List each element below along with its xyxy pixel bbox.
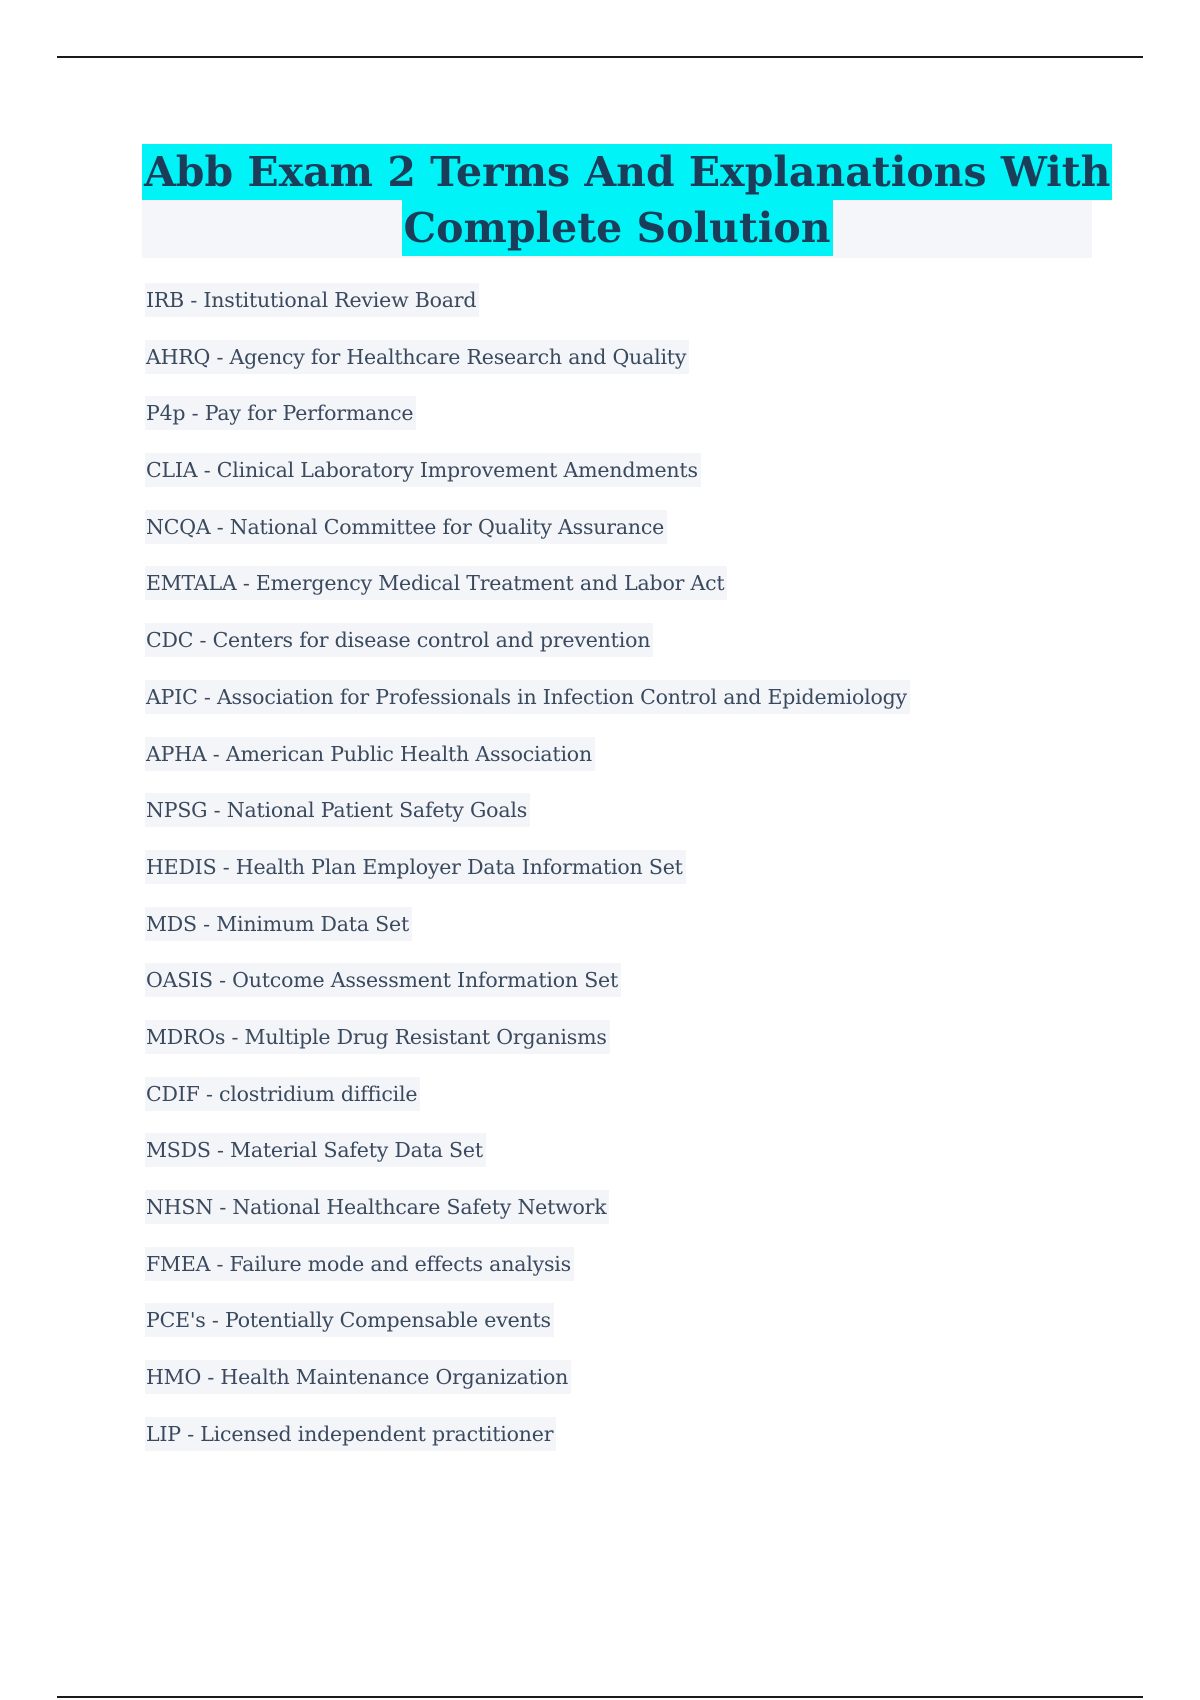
list-item xyxy=(145,1417,1105,1474)
header-rule xyxy=(57,56,1143,58)
term-text: NPSG - National Patient Safety Goals xyxy=(145,793,530,827)
term-text: HEDIS - Health Plan Employer Data Information Set xyxy=(145,850,686,884)
terms-list xyxy=(145,283,1105,1473)
list-item xyxy=(145,510,1105,567)
term-text: FMEA - Failure mode and effects analysis xyxy=(145,1247,574,1281)
list-item xyxy=(145,340,1105,397)
term-text: MSDS - Material Safety Data Set xyxy=(145,1133,486,1167)
list-item xyxy=(145,283,1105,340)
term-text: P4p - Pay for Performance xyxy=(145,396,416,430)
title-line-1: Abb Exam 2 Terms And Explanations With xyxy=(142,144,1112,200)
term-text: EMTALA - Emergency Medical Treatment and Labor Act xyxy=(145,566,727,600)
list-item xyxy=(145,623,1105,680)
list-item xyxy=(145,680,1105,737)
term-text: LIP - Licensed independent practitioner xyxy=(145,1417,556,1451)
term-text: CDIF - clostridium difficile xyxy=(145,1077,420,1111)
title-line-2: Complete Solution xyxy=(402,200,833,256)
term-text: HMO - Health Maintenance Organization xyxy=(145,1360,571,1394)
list-item xyxy=(145,1190,1105,1247)
list-item xyxy=(145,453,1105,510)
term-text: MDROs - Multiple Drug Resistant Organisms xyxy=(145,1020,610,1054)
term-text: IRB - Institutional Review Board xyxy=(145,283,479,317)
list-item xyxy=(145,850,1105,907)
term-text: CLIA - Clinical Laboratory Improvement Amendments xyxy=(145,453,701,487)
term-text: OASIS - Outcome Assessment Information Set xyxy=(145,963,621,997)
term-text: AHRQ - Agency for Healthcare Research and Quality xyxy=(145,340,689,374)
term-text: NCQA - National Committee for Quality Assurance xyxy=(145,510,667,544)
list-item xyxy=(145,793,1105,850)
term-text: APIC - Association for Professionals in Infection Control and Epidemiology xyxy=(145,680,910,714)
list-item xyxy=(145,1077,1105,1134)
list-item xyxy=(145,1133,1105,1190)
list-item xyxy=(145,1303,1105,1360)
list-item xyxy=(145,737,1105,794)
term-text: NHSN - National Healthcare Safety Network xyxy=(145,1190,609,1224)
page-title xyxy=(142,144,1111,258)
list-item xyxy=(145,1360,1105,1417)
term-text: MDS - Minimum Data Set xyxy=(145,907,412,941)
footer-rule xyxy=(57,1696,1143,1698)
list-item xyxy=(145,907,1105,964)
list-item xyxy=(145,963,1105,1020)
term-text: PCE's - Potentially Compensable events xyxy=(145,1303,554,1337)
term-text: APHA - American Public Health Association xyxy=(145,737,595,771)
term-text: CDC - Centers for disease control and prevention xyxy=(145,623,653,657)
list-item xyxy=(145,566,1105,623)
list-item xyxy=(145,396,1105,453)
list-item xyxy=(145,1247,1105,1304)
list-item xyxy=(145,1020,1105,1077)
